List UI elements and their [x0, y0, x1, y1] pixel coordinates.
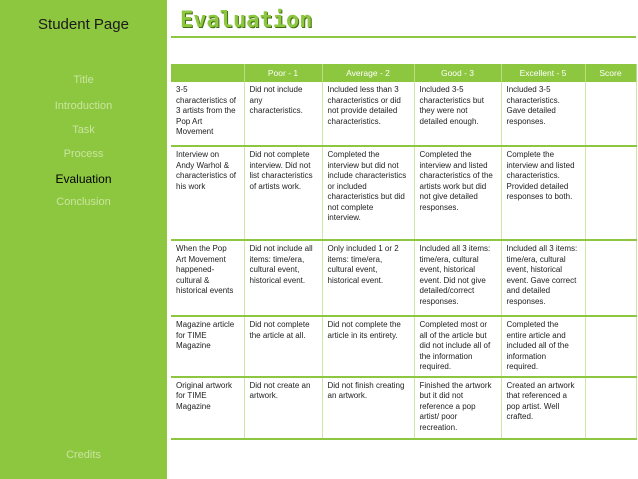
table-cell: Did not complete the article in its entirety.: [322, 316, 414, 377]
score-cell: [585, 146, 636, 240]
table-cell: Complete the interview and listed characteristics. Provided detailed responses to both.: [501, 146, 585, 240]
header-score: Score: [585, 64, 636, 82]
table-cell: Finished the artwork but it did not reference a pop artist/ poor recreation.: [414, 377, 501, 439]
table-row: [171, 377, 636, 439]
table-cell: Completed the entire article and included all of the information required.: [501, 316, 585, 377]
criteria-cell: Magazine article for TIME Magazine: [171, 316, 244, 377]
nav-item-title[interactable]: Title: [73, 74, 94, 86]
score-cell: [585, 240, 636, 316]
table-cell: Did not include any characteristics.: [244, 82, 322, 146]
header-criteria: [171, 64, 244, 82]
header-excellent: Excellent - 5: [501, 64, 585, 82]
criteria-cell: 3-5 characteristics of 3 artists from the Pop Art Movement: [171, 82, 244, 146]
table-cell: Did not include all items: time/era, cultural event, historical event.: [244, 240, 322, 316]
table-cell: Did not complete interview. Did not list characteristics of artists work.: [244, 146, 322, 240]
nav-item-task[interactable]: Task: [72, 124, 95, 136]
score-cell: [585, 82, 636, 146]
header-good: Good - 3: [414, 64, 501, 82]
nav-item-introduction[interactable]: Introduction: [54, 100, 113, 112]
table-cell: Completed the interview and listed characteristics of the artists work but did not give detailed responses.: [414, 146, 501, 240]
table-cell: Completed most or all of the article but did not include all of the information required.: [414, 316, 501, 377]
table-row: [171, 82, 636, 146]
table-cell: Created an artwork that referenced a pop artist. Well crafted.: [501, 377, 585, 439]
rubric-header-row: [171, 64, 636, 82]
page-title: Evaluation: [180, 8, 313, 33]
table-cell: Did not create an artwork.: [244, 377, 322, 439]
nav-item-credits[interactable]: Credits: [66, 449, 101, 461]
nav-item-conclusion[interactable]: Conclusion: [56, 196, 111, 208]
table-cell: Included all 3 items: time/era, cultural event, historical event. Did not give detailed/correct responses.: [414, 240, 501, 316]
table-cell: Included all 3 items: time/era, cultural event, historical event. Gave correct and detailed responses.: [501, 240, 585, 316]
table-cell: Completed the interview but did not include characteristics or included characteristics but did not complete interview.: [322, 146, 414, 240]
table-cell: Did not complete the article at all.: [244, 316, 322, 377]
table-cell: Included 3-5 characteristics but they were not detailed enough.: [414, 82, 501, 146]
sidebar: [0, 0, 167, 479]
criteria-cell: When the Pop Art Movement happened- cultural & historical events: [171, 240, 244, 316]
criteria-cell: Interview on Andy Warhol & characteristics of his work: [171, 146, 244, 240]
score-cell: [585, 316, 636, 377]
score-cell: [585, 377, 636, 439]
nav-item-evaluation[interactable]: Evaluation: [55, 172, 112, 186]
title-divider: [171, 36, 636, 38]
header-poor: Poor - 1: [244, 64, 322, 82]
nav-item-process[interactable]: Process: [63, 148, 104, 160]
rubric-table: [171, 64, 637, 440]
criteria-cell: Original artwork for TIME Magazine: [171, 377, 244, 439]
table-cell: Only included 1 or 2 items: time/era, cultural event, historical event.: [322, 240, 414, 316]
table-row: [171, 146, 636, 240]
table-cell: Included less than 3 characteristics or did not provide detailed characteristics.: [322, 82, 414, 146]
sidebar-title: Student Page: [38, 16, 129, 33]
table-row: [171, 316, 636, 377]
table-cell: Did not finish creating an artwork.: [322, 377, 414, 439]
table-row: [171, 240, 636, 316]
table-cell: Included 3-5 characteristics. Gave detailed responses.: [501, 82, 585, 146]
header-average: Average - 2: [322, 64, 414, 82]
